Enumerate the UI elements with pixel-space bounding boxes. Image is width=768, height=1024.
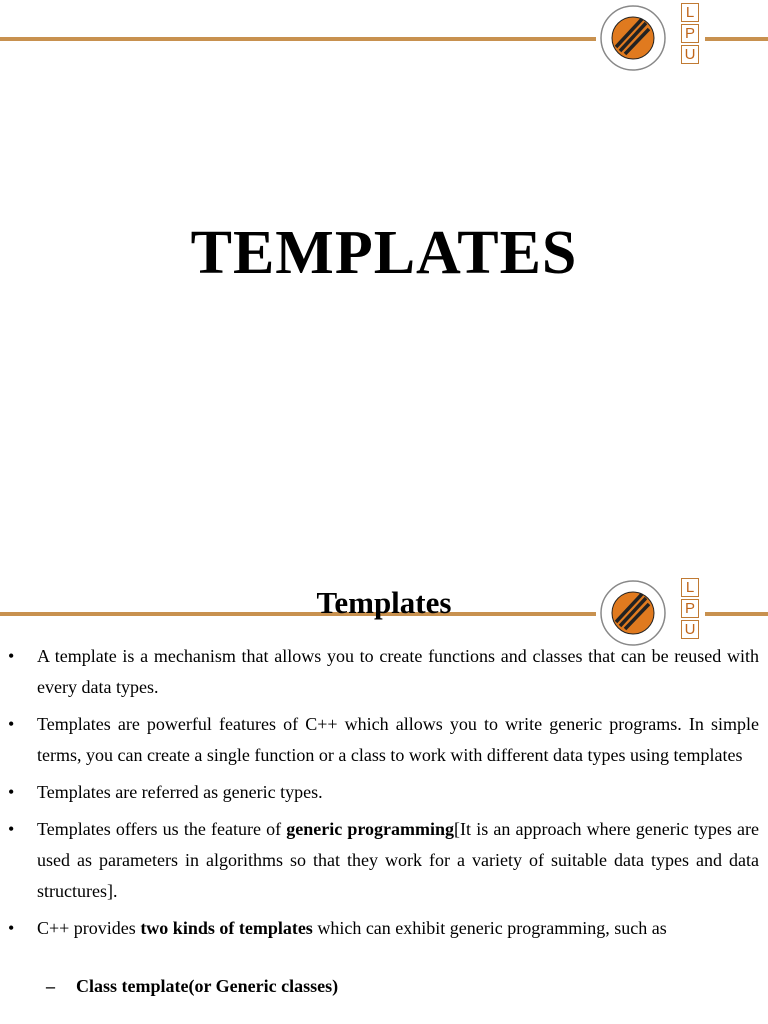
- bullet-icon: •: [8, 918, 15, 938]
- bullet-icon: •: [8, 646, 15, 666]
- bullet-icon: •: [8, 782, 15, 802]
- bullet-text: A template is a mechanism that allows you to create functions and classes that can be reused with every data types.: [37, 646, 759, 697]
- slide-title: TEMPLATES: [190, 219, 578, 287]
- university-seal-icon: [600, 5, 666, 71]
- bullet-item: [0, 913, 768, 944]
- sub-item-text: Class template(or Generic classes): [76, 976, 339, 996]
- bullet-text: Templates offers us the feature of: [37, 819, 287, 839]
- bullet-item: [0, 814, 768, 907]
- bullet-item: [0, 777, 768, 808]
- bullet-text: [It is an approach where generic types are used as parameters in algorithms so that they work for a variety of suitable data types and data structures].: [37, 819, 759, 901]
- bullet-bold-text: two kinds of templates: [140, 918, 313, 938]
- logo-letter-p: P: [681, 24, 699, 43]
- logo-letter-l: L: [681, 578, 699, 597]
- bullet-text: C++ provides: [37, 918, 141, 938]
- content-slide: [0, 575, 768, 1024]
- logo-letter-u: U: [681, 45, 699, 64]
- slide-title: Templates: [316, 585, 452, 620]
- bullet-text: which can exhibit generic programming, such as: [312, 918, 667, 938]
- bullet-bold-text: generic programming: [286, 819, 455, 839]
- header-rule-right: [705, 37, 768, 41]
- bullet-text: Templates are powerful features of C++ which allows you to write generic programs. In simple terms, you can create a single function or a class to work with different data types using templates: [37, 714, 759, 765]
- logo-letter-l: L: [681, 3, 699, 22]
- logo-letter-p: P: [681, 599, 699, 618]
- lpu-letters: [681, 3, 699, 66]
- bullet-icon: •: [8, 819, 15, 839]
- dash-icon: –: [46, 976, 55, 996]
- header-rule-left: [0, 37, 596, 41]
- bullet-list: [0, 641, 768, 950]
- bullet-item: [0, 641, 768, 703]
- sub-item: [46, 976, 338, 997]
- bullet-text: Templates are referred as generic types.: [37, 782, 323, 802]
- bullet-item: [0, 709, 768, 771]
- bullet-icon: •: [8, 714, 15, 734]
- logo-letter-u: U: [681, 620, 699, 639]
